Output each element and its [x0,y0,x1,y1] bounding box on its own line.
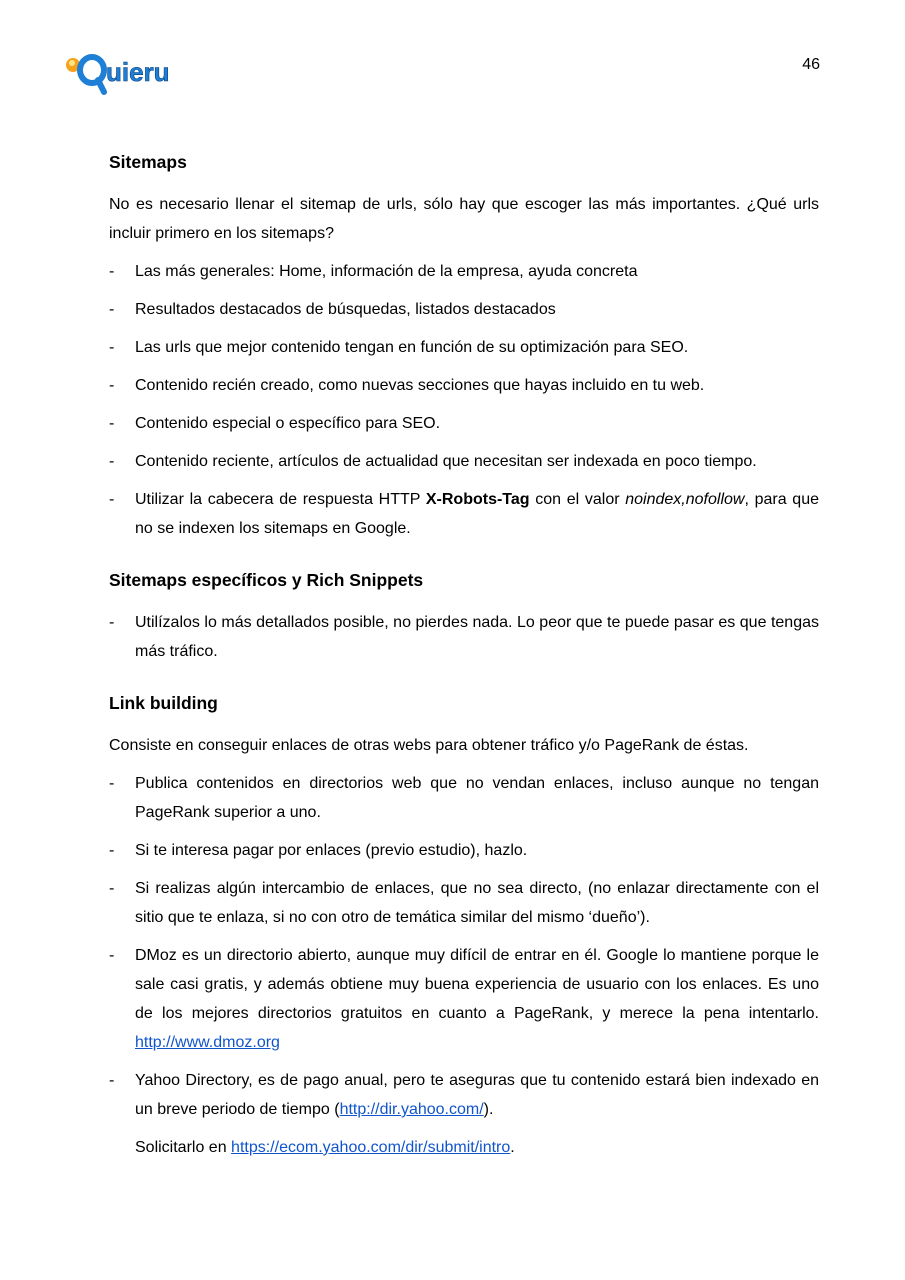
page-number: 46 [802,56,820,73]
sitemaps-list [109,257,819,543]
x-robots-tag: X-Robots-Tag [425,491,530,508]
list-item: - Utilízalos lo más detallados posible, no pierdes nada. Lo peor que te puede pasar es que tengas más tráfico. [109,614,819,660]
yahoo-submit-link[interactable]: https://ecom.yahoo.com/dir/submit/intro [231,1139,511,1156]
link-building-intro: Consiste en conseguir enlaces de otras webs para obtener tráfico y/o PageRank de éstas. [109,737,749,754]
noindex-value: noindex,nofollow [625,491,745,508]
quieru-logo [64,50,188,96]
list-item: - Resultados destacados de búsquedas, listados destacados [109,301,556,318]
rich-snippets-list [109,608,819,666]
list-item: - Las más generales: Home, información de la empresa, ayuda concreta [109,263,638,280]
list-item: - Contenido recién creado, como nuevas secciones que hayas incluido en tu web. [109,377,705,394]
list-item: - Contenido reciente, artículos de actualidad que necesitan ser indexada en poco tiempo. [109,453,757,470]
list-item: - Si realizas algún intercambio de enlaces, que no sea directo, (no enlazar directamente con el sitio que te enlaza, si no con otro de temática similar del mismo ‘dueño’). [109,880,819,926]
list-item: - Si te interesa pagar por enlaces (previo estudio), hazlo. [109,842,528,859]
section-title-sitemaps: Sitemaps [109,152,187,172]
list-item: - Contenido especial o específico para SEO. [109,415,441,432]
logo-text: uieru [106,57,170,87]
list-item: - Las urls que mejor contenido tengan en función de su optimización para SEO. [109,339,689,356]
document-body [109,150,819,1171]
dmoz-link[interactable]: http://www.dmoz.org [135,1034,280,1051]
list-item: - Utilizar la cabecera de respuesta HTTP X-Robots-Tag con el valor noindex,nofollow, para que no se indexen los sitemaps en Google. [109,491,819,537]
list-item: - Publica contenidos en directorios web que no vendan enlaces, incluso aunque no tengan PageRank superior a uno. [109,775,819,821]
list-item: - Yahoo Directory, es de pago anual, pero te aseguras que tu contenido estará bien indexado en un breve periodo de tiempo (http://dir.yahoo.com/). [109,1072,819,1118]
list-item: - DMoz es un directorio abierto, aunque muy difícil de entrar en él. Google lo mantiene porque le sale casi gratis, y además obtiene muy buena experiencia de usuario con los enlaces. Es uno de los mejores directorios gratuitos en cuanto a PageRank, y merece la pena intentarlo. http://www.dmoz.org [109,947,819,1051]
link-building-list [109,769,819,1124]
solicit-line: Solicitarlo en https://ecom.yahoo.com/dir/submit/intro. [135,1139,515,1156]
sitemaps-intro: No es necesario llenar el sitemap de urls, sólo hay que escoger las más importantes. ¿Qué urls incluir primero en los sitemaps? [109,196,819,242]
yahoo-directory-link[interactable]: http://dir.yahoo.com/ [339,1101,484,1118]
section-title-rich-snippets: Sitemaps específicos y Rich Snippets [109,570,424,590]
section-title-link-building: Link building [109,693,218,713]
